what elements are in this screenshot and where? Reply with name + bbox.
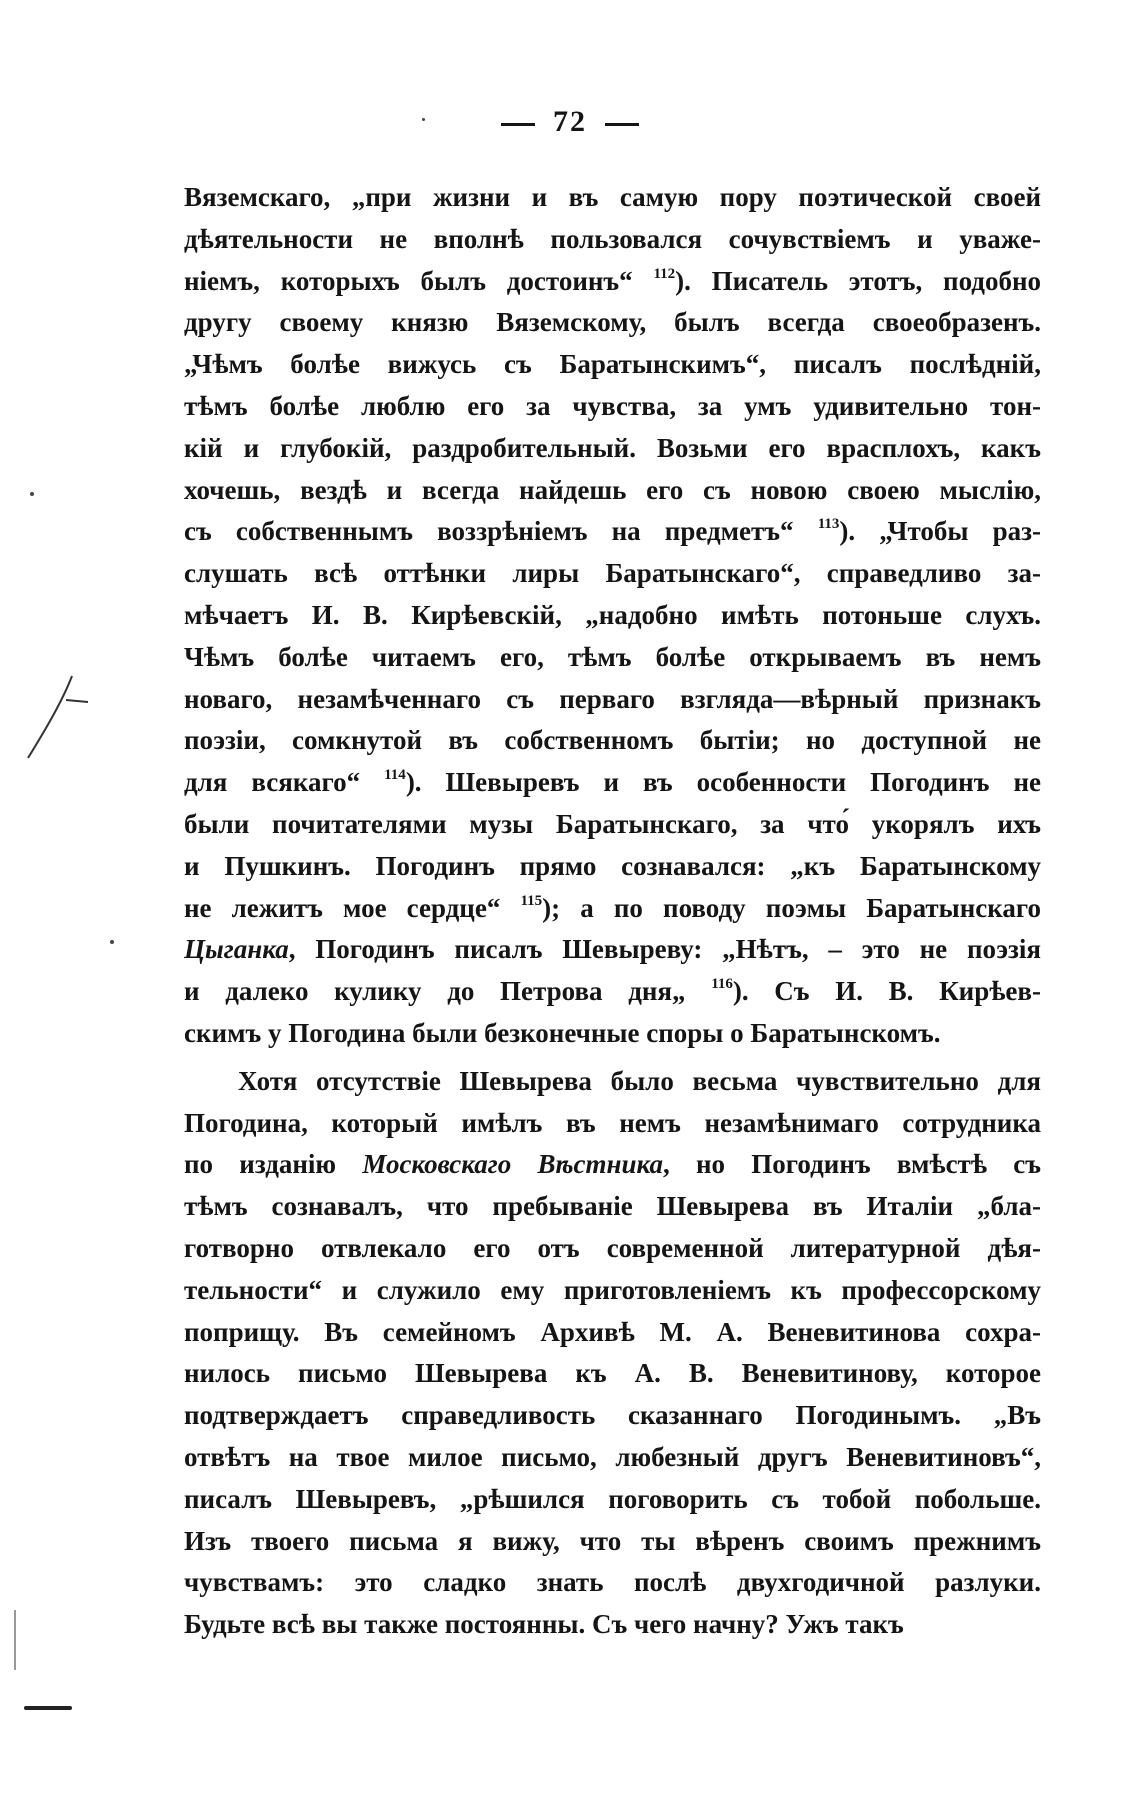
text-line <box>184 302 1041 344</box>
text-segment: поэзіи, сомкнутой въ собственномъ бытіи; но доступной не <box>184 725 1041 756</box>
text-segment: и Пушкинъ. Погодинъ прямо сознавался: „къ Баратынскому <box>184 850 1041 881</box>
text-segment: Чѣмъ болѣе читаемъ его, тѣмъ болѣе открываемъ въ немъ <box>184 641 1041 672</box>
text-segment: Будьте всѣ вы также постоянны. Съ чего начну? Ужъ такъ <box>184 1609 904 1640</box>
footnote-ref: 116 <box>711 976 733 993</box>
text-line <box>184 971 1041 1013</box>
text-line <box>184 595 1041 637</box>
text-segment: ). Съ И. В. Кирѣев- <box>732 976 1041 1007</box>
text-segment: для всякаго“ <box>184 767 385 798</box>
text-segment: нилось письмо Шевырева къ А. В. Веневитинову, которое <box>184 1358 1041 1389</box>
text-segment: ). Писатель этотъ, подобно <box>675 265 1041 296</box>
text-line <box>184 261 1041 303</box>
page-number <box>0 105 1140 139</box>
text-segment: съ собственнымъ воззрѣніемъ на предметъ“ <box>184 516 818 547</box>
text-line <box>184 846 1041 888</box>
footnote-ref: 114 <box>384 767 406 784</box>
paragraph-1 <box>184 177 1041 1055</box>
text-line <box>184 1521 1041 1563</box>
text-line <box>184 1395 1041 1437</box>
text-line <box>184 929 1041 971</box>
text-line <box>184 679 1041 721</box>
text-line <box>184 762 1041 804</box>
text-segment: скимъ у Погодина были безконечные споры о Баратынскомъ. <box>184 1017 941 1048</box>
text-segment: тѣмъ сознавалъ, что пребываніе Шевырева въ Италіи „бла- <box>184 1191 1041 1222</box>
text-segment: , но Погодинъ вмѣстѣ съ <box>663 1149 1041 1180</box>
text-line <box>184 1270 1041 1312</box>
page-number-dash-right <box>605 123 639 126</box>
text-line <box>184 888 1041 930</box>
margin-dot-mark <box>110 940 114 944</box>
paragraph-2 <box>184 1061 1041 1646</box>
text-segment: тельности“ и служило ему приготовленіемъ къ профессорскому <box>184 1274 1041 1305</box>
footnote-ref: 113 <box>817 516 840 533</box>
text-segment: дѣятельности не вполнѣ пользовался сочувствіемъ и уваже- <box>184 223 1041 254</box>
text-line <box>184 1353 1041 1395</box>
text-segment: ніемъ, которыхъ былъ достоинъ“ <box>184 265 654 296</box>
text-line <box>184 344 1041 386</box>
text-segment: , Погодинъ писалъ Шевыреву: „Нѣтъ, – это не поэзія <box>288 934 1041 965</box>
text-segment: были почитателями музы Баратынскаго, за что́ укорялъ ихъ <box>184 808 1041 839</box>
text-line <box>184 1479 1041 1521</box>
text-line <box>184 1228 1041 1270</box>
text-line <box>184 177 1041 219</box>
text-line <box>184 1103 1041 1145</box>
text-segment: отвѣтъ на твое милое письмо, любезный другъ Веневитиновъ“, <box>184 1441 1041 1472</box>
text-segment: слушать всѣ оттѣнки лиры Баратынскаго“, справедливо за- <box>184 558 1041 589</box>
text-line <box>184 511 1041 553</box>
text-line <box>184 219 1041 261</box>
text-segment: хочешь, вездѣ и всегда найдешь его съ новою своею мыслію, <box>184 474 1041 505</box>
margin-slash-mark <box>22 672 92 762</box>
text-segment: чувствамъ: это сладко знать послѣ двухгодичной разлуки. <box>184 1567 1041 1598</box>
page-number-value: 72 <box>553 105 587 138</box>
text-segment: ). Шевыревъ и въ особенности Погодинъ не <box>405 767 1041 798</box>
text-line <box>184 720 1041 762</box>
text-segment: Хотя отсутствіе Шевырева было весьма чувствительно для <box>238 1065 1041 1096</box>
text-segment: подтверждаетъ справедливость сказаннаго Погодинымъ. „Въ <box>184 1400 1041 1431</box>
text-line <box>184 1312 1041 1354</box>
italic-title: Московскаго Вѣстника <box>362 1149 664 1180</box>
text-segment: Погодина, который имѣлъ въ немъ незамѣнимаго сотрудника <box>184 1107 1041 1138</box>
text-segment: Изъ твоего письма я вижу, что ты вѣренъ своимъ прежнимъ <box>184 1525 1041 1556</box>
text-line <box>184 1604 1041 1646</box>
text-segment: и далеко кулику до Петрова дня„ <box>184 976 712 1007</box>
text-segment: не лежитъ мое сердце“ <box>184 892 521 923</box>
text-segment: Вяземскаго, „при жизни и въ самую пору поэтической своей <box>184 182 1041 212</box>
text-line <box>184 637 1041 679</box>
text-segment: другу своему князю Вяземскому, былъ всегда своеобразенъ. <box>184 307 1041 338</box>
page-number-dash-left <box>501 123 535 126</box>
margin-dot-mark <box>30 492 34 496</box>
margin-scan-dash <box>24 1706 72 1710</box>
text-line <box>184 1186 1041 1228</box>
text-line <box>184 1013 1041 1055</box>
text-segment: мѣчаетъ И. В. Кирѣевскій, „надобно имѣть потоньше слухъ. <box>184 599 1041 630</box>
body-text <box>184 177 1041 1646</box>
text-line <box>184 470 1041 512</box>
margin-scan-line <box>14 1610 16 1670</box>
text-line <box>184 428 1041 470</box>
text-line <box>184 553 1041 595</box>
text-segment: ). „Чтобы раз- <box>839 516 1041 547</box>
text-segment: тѣмъ болѣе люблю его за чувства, за умъ удивительно тон- <box>184 390 1041 421</box>
text-segment: поприщу. Въ семейномъ Архивѣ М. А. Веневитинова сохра- <box>184 1316 1041 1347</box>
text-segment: писалъ Шевыревъ, „рѣшился поговорить съ тобой побольше. <box>184 1483 1041 1514</box>
footnote-ref: 112 <box>653 265 676 282</box>
margin-dot-mark <box>422 118 425 121</box>
text-line <box>184 804 1041 846</box>
text-segment: „Чѣмъ болѣе вижусь съ Баратынскимъ“, писалъ послѣдній, <box>184 349 1041 380</box>
text-segment: новаго, незамѣченнаго съ перваго взгляда—вѣрный признакъ <box>184 683 1041 714</box>
text-line <box>184 1144 1041 1186</box>
footnote-ref: 115 <box>520 892 543 909</box>
text-segment: готворно отвлекало его отъ современной литературной дѣя- <box>184 1232 1041 1263</box>
text-line <box>184 1061 1041 1103</box>
text-segment: по изданію <box>184 1149 363 1180</box>
italic-title: Цыганка <box>184 934 289 965</box>
text-segment: кій и глубокій, раздробительный. Возьми его врасплохъ, какъ <box>184 432 1041 463</box>
text-line <box>184 1437 1041 1479</box>
text-segment: ); а по поводу поэмы Баратынскаго <box>542 892 1041 923</box>
text-line <box>184 1562 1041 1604</box>
text-line <box>184 386 1041 428</box>
